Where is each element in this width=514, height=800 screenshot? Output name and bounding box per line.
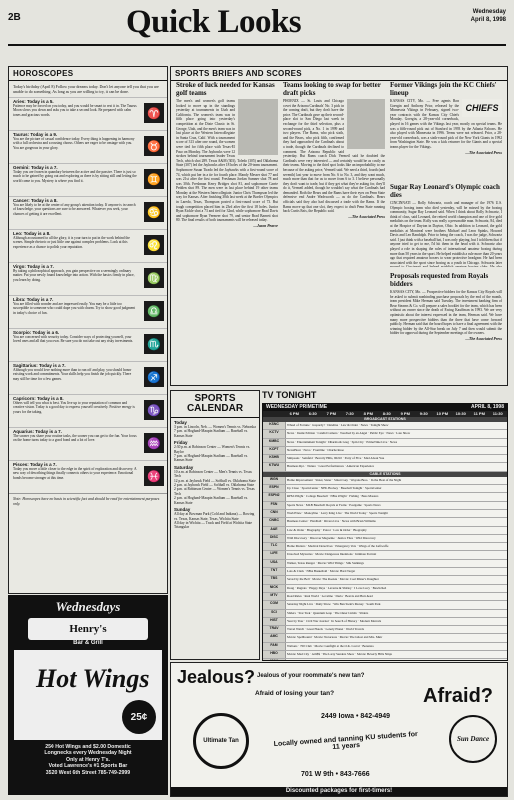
tanning-ad-tagline: Afraid of losing your tan? [255, 690, 335, 697]
calendar-event: 3 p.m. in Lincoln, Neb. — Women's Tennis vs. Nebraska [174, 425, 256, 429]
sign-name: Aries: Today is a 5. [13, 99, 54, 104]
tv-row [263, 510, 507, 518]
brief-draft [283, 81, 385, 381]
sign-name: Leo: Today is a 8. [13, 231, 51, 236]
calendar-event: 2 p.m. at Hoglund-Maupin Stadium — Baseball vs. Kansas State [174, 496, 249, 505]
tv-programs: Road Rules · Real World · Loveline · Daria · Beavis and Butt-head [285, 593, 507, 600]
tv-row [263, 422, 507, 430]
tv-row [263, 634, 507, 642]
tv-programs: Year by Year · Civil War Journal · In Search of History · Modern Marvels [285, 618, 507, 625]
sign-name: Cancer: Today is a 8. [13, 198, 58, 203]
brief-credit: —The Associated Press [465, 336, 502, 341]
sign-text: You are filled with wonder and are impressed easily. You may be a little too susceptible to someone who could dupe you with charm. Try to show good judgment in today's choice of fun. [13, 302, 136, 315]
calendar-event: All day in Wichita — Track and Field at Wichita State Triangular [174, 520, 253, 530]
sign-text: By taking a philosophical approach, you gain perspective on a seemingly ordinary matter. Put your newly found knowledge into action. With the basics firmly in place, you learn by doing. [13, 269, 135, 282]
brief-headline: Stroke of luck needed for Kansas golf teams [176, 81, 275, 97]
tv-row [263, 455, 507, 463]
tv-time: 7:30 [345, 411, 354, 416]
gemini-icon: ♊ [144, 169, 164, 189]
calendar-day: Saturday [174, 464, 194, 470]
tv-row [263, 610, 507, 618]
calendar-days [171, 420, 259, 530]
tv-channel: ESPN2 [263, 493, 285, 500]
player-photo [347, 99, 385, 149]
brief-body: KANSAS CITY, Mo. — Prospective bidders for the Kansas City Royals will be asked to submit nonbinding purchase proposals by the end of the month, team president Mike Herman said Tuesday. The investment banking firm of Bear Stearns & Co. will prepare a sales booklet for the team, which has been without an owner since the death of Ewing Kauffman in 1993. We are very optimistic about the interest expressed in the team, Herman said. We have many more prospective bidders than the three that have come forward publicly. Herman said that the board hopes to have a final agreement with the winning bidder by the All-Star break on July 7 and then would submit the bidder for approval during the September meetings of the owners. [390, 290, 502, 336]
sign-name: Taurus: Today is a 9. [13, 132, 58, 137]
tv-grid [262, 403, 508, 661]
tv-time: 7 PM [326, 411, 336, 416]
henrys-ad [8, 595, 168, 795]
horoscope-sign [9, 328, 167, 361]
brief-credit: —Jason Pearce [253, 224, 278, 229]
henrys-ad-headline: Wednesdays [55, 599, 121, 614]
brief-chiefs [390, 81, 502, 181]
hot-wings-art [14, 650, 162, 740]
calendar-event: 2 p.m. at Robinson Center — Women's Tennis vs. Texas Tech [174, 487, 255, 496]
hot-wings-text: Hot Wings [36, 664, 150, 693]
tv-row [263, 626, 507, 634]
tv-channel: KSNC [263, 422, 285, 429]
tv-row [263, 477, 507, 485]
horoscopes-note: Note: Horoscopes have no basis in scientific fact and should be read for entertainment purposes only. [9, 493, 167, 509]
henrys-sub: Bar & Grill [73, 640, 103, 646]
tanning-discount: Discounted packages for first-timers! [171, 787, 507, 796]
sign-text: Patience may be forced on you today, and you would be smart to rest it in. The Taurus Moon slows you down and asks you to take a second look. Be prepared with calm tones and gracious words. [13, 104, 137, 117]
tv-programs: Waltons · 700 Club · Movie: Gunfight at the O.K. Corral · Bonanza [285, 643, 507, 650]
tv-listings [263, 422, 507, 661]
sports-calendar [170, 390, 260, 660]
tv-programs: Wheel of Fortune · Jeopardy! · Dateline · Law & Order · News · Tonight Show [285, 422, 507, 429]
tanning-address: 2449 Iowa • 842-4949 [321, 713, 390, 720]
horoscopes-box [8, 66, 168, 594]
price-badge: 25¢ [122, 700, 156, 734]
brief-headline: Proposals requested from Royals bidders [390, 272, 489, 288]
brief-body: PHOENIX — St. Louis and Chicago covet the Arizona Cardinals' No. 3 pick in the coming draft, but they don't have the price. The Cardinals gave up their second-place slot to San Diego last week in exchange for the third selection, plus a second-round pick, a No. 1 in 1999 and two players. The Rams, who pick sixth, and the Bears, who pick fifth, confirmed they had approached the Cardinals about a trade, though the Cardinals declined to comment. The Arizona Republic said yesterday. But Rams coach Dick Vermeil said he doubted the Cardinals were very interested — and certainly would be as costly as their teams. Moving to the third spot looks like an improbability to me because of the asking price, Vermeil said. We need a third, fourth (and seventh) last year to move from No. 6 to No. 3, and they want much, much more than that for us to move from 6 to 3. I believe personally they don't want to trade, but if they get what they're asking for, they'll do it, Vermeil added, though he wouldn't say what the Cardinals had demanded. Both the Bears and the Rams have their eyes on Penn State defensive end Andre Wadsworth — as do the Cardinals. Bears officials said they also had discussed a trade with the Rams. If the Rams move up that one slot, they expect to draft Penn State running back Curtis Enis, the Republic said. [283, 99, 385, 214]
tanning-ad-headline: Jealous? [177, 667, 256, 687]
sign-text: You are the picture of casual confidence today. Every thing is happening in harmony with a full orchestra and a rousing chorus. Others are eager to be onstage with you. You are gorgeous in your glory. [13, 137, 135, 150]
tv-channel: MTV [263, 593, 285, 600]
tv-row [263, 535, 507, 543]
tv-row [263, 560, 507, 568]
tv-programs: Walker, Texas Ranger · Movie: Wild Things · Silk Stalkings [285, 560, 507, 567]
tv-channel: USA [263, 560, 285, 567]
page-number: 2B [8, 12, 21, 23]
horoscope-sign [9, 262, 167, 295]
horoscope-sign [9, 460, 167, 493]
tv-time: 10:30 [455, 411, 466, 416]
sign-name: Libra: Today is a 7. [13, 297, 54, 302]
tanning-ad-afraid: Afraid? [423, 685, 493, 707]
tv-row [263, 659, 507, 661]
sports-briefs-heading: SPORTS BRIEFS AND SCORES [171, 67, 507, 81]
tv-row [263, 527, 507, 535]
tv-channel: FSN [263, 502, 285, 509]
sign-name: Scorpio: Today is a 6. [13, 330, 60, 335]
sign-text: Although you would love nothing more than to run off and play, you should honor existing work and commitments. Your skills help you finish the job quickly. There may still be time for a few games. [13, 368, 132, 381]
sign-name: Virgo: Today is a 7. [13, 264, 54, 269]
horoscope-list [9, 97, 167, 493]
sagittarius-icon: ♐ [144, 367, 164, 387]
sign-name: Pisces: Today is a 7. [13, 462, 57, 467]
pisces-icon: ♓ [144, 466, 164, 486]
tanning-ad-subhead: Jealous of your roommate's new tan? [257, 673, 365, 679]
taurus-icon: ♉ [144, 136, 164, 156]
golfer-photo [238, 99, 278, 155]
horoscope-sign [9, 196, 167, 229]
tv-row [263, 463, 507, 471]
tv-cable-band: CABLE STATIONS [263, 472, 507, 477]
sign-text: The sooner you share your routine tasks, the sooner you can get to the fun. Your focus on the home turns today to a good bond and a lot of love. [13, 434, 137, 443]
tv-programs: Simpsons · Seinfeld · Beverly Hills, 90210 · Party of Five · Mad About You [285, 455, 507, 462]
calendar-day: Friday [174, 440, 188, 446]
tv-channel: DISC [263, 535, 285, 542]
tv-time: 11 PM [473, 411, 485, 416]
tv-channel: NICK [263, 585, 285, 592]
brief-body: The men's and women's golf teams looked to move up in the standings yesterday at tournaments in Utah and California. The women's team was in fifth place going into yesterday's competition at the Dixie Classic in St. George, Utah, and the men's team was in last place at the Western Intercollegiate in Santa Cruz, Calif. With a tournament score of 313 after one round, the women were tied for fifth place with Texas-El Paso on Monday. The Jayhawks were 12 strokes behind tournament leader Texas Tech, which shot 289. Texas A&M (303), Toledo (305) and Oklahoma State (307) led the Jayhawks after 18 holes of the 20-team tournament. Sophomore Susan Tirado led the Jayhawks with a first-round score of 74, which put her in a tie for fourth place. Mandy Messer shot 77 and was 21st after the first round. Freshman Jordan Sumner shot 78 and was 30th. Freshman Kerry Bridges shot 81, and sophomore Carrie Pedden shot 89. The men were in last place behind 19 other teams Monday at the Western Intercollegiate. Junior Chris Thompson led the way for Kansas. After finishing 30th last week at the Border Olympics in Laredo, Texas, Thompson posted a first-round score of 73. But tough competition placed him in 23rd after the first 18 holes. Junior Ryan Eickle shot a 73 and tied for 32nd, while sophomore Brad Davis and sophomore Ryan Vermeer shot 79, and senior Brad Barnett shot 80. The final results of both tournaments will be released today. [176, 99, 278, 223]
horoscope-sign [9, 130, 167, 163]
sports-briefs-box [170, 66, 508, 386]
tv-row [263, 551, 507, 559]
tv-channel: CNBC [263, 518, 285, 525]
tv-row [263, 543, 507, 551]
tv-programs: News · Inside Edition · Candid Camera · Touched by an Angel · Public Eye · News · Late Show [285, 430, 507, 437]
calendar-event: 10 a.m. at Robinson Center — Men's Tennis vs. Texas Tech [174, 469, 252, 479]
horoscope-sign [9, 163, 167, 196]
tv-programs: Saturday Night Live · Daily Show · Win Ben Stein's Money · South Park [285, 601, 507, 608]
tv-programs: Unsolved Mysteries · Movie: Dangerous Intentions · Intimate Portrait [285, 551, 507, 558]
brief-leonard [390, 183, 502, 267]
tv-channel: KCPT [263, 447, 285, 454]
horoscope-sign [9, 394, 167, 427]
tv-row [263, 485, 507, 493]
calendar-day: Sunday [174, 507, 191, 513]
tv-programs: WorldView · Moneyline · Larry King Live · The World Today · Sports Tonight [285, 510, 507, 517]
tv-grid-title: WEDNESDAY PRIMETIME APRIL 8, 1998 [263, 404, 507, 411]
scorpio-icon: ♏ [144, 334, 164, 354]
tv-time: 6:30 [308, 411, 317, 416]
tv-row [263, 447, 507, 455]
tv-channel: HBO [263, 651, 285, 658]
tv-channel: TLC [263, 543, 285, 550]
tv-programs: Home Matters · Medical Detectives · Emergency Vets · Wings of the Luftwaffe [285, 543, 507, 550]
tv-channel: LIFE [263, 551, 285, 558]
calendar-event: 2:30 p.m. at Robinson Center — Women's Tennis vs. Baylor [174, 445, 251, 454]
brief-credit: —The Associated Press [348, 214, 385, 219]
tv-channel: HIST [263, 618, 285, 625]
tv-programs: Sliders · Star Trek · Quantum Leap · The Outer Limits · Sliders [285, 610, 507, 617]
tv-programs: Law & Order · Biography · Poirot · Law & Order · Biography [285, 527, 507, 534]
tv-row [263, 493, 507, 501]
sign-text: You are likely to be at the center of any group's attention today. If anyone is in search of knowledge, your questions are sure to be answered. Whatever you seek, your chances of getting it are excellent. [13, 203, 136, 216]
calendar-day: Today [174, 420, 187, 425]
tv-channel: ESPN [263, 485, 285, 492]
cancer-icon: ♋ [144, 202, 164, 222]
sign-text: Today you move a little closer to the edge in the spirit of exploration and discovery. A new way of describing things finally connects others to your experience. Emotional bonds become stronger at this time. [13, 467, 137, 480]
brief-body: CINCINNATI — Rolly Schwartz, coach and manager of the 1976 U.S. Olympic boxing team who died yesterday, will be missed by the boxing community, Sugar Ray Leonard said. When I think about Rolly Schwartz, I think of class, said Leonard, the retired world champion and one of five gold medalists on the team. Rolly was really a personable man. Schwartz, 84, died at the Hospice of Dayton in Dayton, Ohio. In addition to Leonard, the gold medalists at Montreal were brothers Michael and Leon Spinks, Howard Davis and Leo Randolph. Prior to being the coach, I was the judge, Schwartz said. I just think with a baseball bat, I was only playing, but I told them that if anyone tried to get to me, I'd hit them in the head with it. Schwartz also played a role in shaping the rules of international amateur boxing during more than 50 years in the sport. He helped establish a rule more than 20 years ago that required amateur boxers to wear protective headgear. He had been associated with the sport since boxing as a youth in Chicago. Schwartz later [390, 201, 502, 265]
tv-row [263, 502, 507, 510]
tv-programs: Movie: Spellbound · Movie: Notorious · Movie: The Ghost and Mrs. Muir [285, 634, 507, 641]
tv-row [263, 585, 507, 593]
calendar-event: 2 p.m. at Jayhawk Field — Softball vs. Oklahoma State [174, 483, 255, 488]
tv-row [263, 643, 507, 651]
tv-channel [263, 659, 285, 661]
tv-programs: Business Rpt. · Nature · Great Performances · American Experience [285, 463, 507, 470]
tv-channel: TRAV [263, 626, 285, 633]
tv-time: 9 PM [400, 411, 410, 416]
tv-channel: TNT [263, 568, 285, 575]
tv-programs: Wild Discovery · Discover Magazine · Justice Files · Wild Discovery [285, 535, 507, 542]
section-title: Quick Looks [126, 4, 302, 40]
libra-icon: ♎ [144, 301, 164, 321]
tv-programs: Saved by the Bell · Movie: The Rookie · Movie: Coal Miner's Daughter [285, 576, 507, 583]
tv-channel: COM [263, 601, 285, 608]
tv-programs: Travel Watch · Great Hotels · Lonely Planet · World Travels [285, 626, 507, 633]
tv-channel: KSHB [263, 455, 285, 462]
tv-programs: Doug · Rugrats · Happy Days · Laverne & Shirley · I Love Lucy · Bewitched [285, 585, 507, 592]
tv-programs: Movie: Mad City · Arli$$ · The Larry Sanders Show · Movie: Beverly Hills Ninja [285, 651, 507, 658]
tv-programs [285, 659, 507, 661]
issue-date: Wednesday April 8, 1998 [470, 9, 506, 23]
tv-time: 9:30 [419, 411, 428, 416]
horoscope-sign [9, 229, 167, 262]
tv-row [263, 601, 507, 609]
leo-icon: ♌ [144, 235, 164, 255]
henrys-logo: Henry's [28, 618, 148, 640]
brief-headline: Sugar Ray Leonard's Olympic coach dies [390, 183, 500, 199]
tv-channel: AMC [263, 634, 285, 641]
virgo-icon: ♍ [144, 268, 164, 288]
tv-channel: A&E [263, 527, 285, 534]
tv-heading: TV TONIGHT [262, 390, 317, 400]
brief-golf [176, 81, 278, 351]
tv-time: 6 PM [289, 411, 299, 416]
tanning-owned: Locally owned and tanning KU students for 11 years [273, 730, 418, 751]
aquarius-icon: ♒ [144, 433, 164, 453]
tv-time: 10 PM [436, 411, 449, 416]
tv-row [263, 439, 507, 447]
tv-row [263, 651, 507, 659]
horoscope-sign [9, 427, 167, 460]
tv-row [263, 518, 507, 526]
page-header [8, 6, 506, 46]
horoscopes-intro: Today's birthday (April 8) Follow your dreams today. Don't let anyone tell you that you are unable to do something. As long as you are willing to try, it can be done. [13, 84, 159, 94]
tv-programs: Business Center · Hardball · Rivera Live · News with Brian Williams [285, 518, 507, 525]
sign-name: Capricorn: Today is a 8. [13, 396, 64, 401]
tv-row [263, 593, 507, 601]
capricorn-icon: ♑ [144, 400, 164, 420]
tv-channel: CNN [263, 510, 285, 517]
tv-row [263, 618, 507, 626]
tv-row [263, 576, 507, 584]
ultimate-tan-logo: Ultimate Tan [193, 713, 249, 769]
tv-programs: NewsHour · Nova · Frontline · Charlie Rose [285, 447, 507, 454]
tv-channel: KTWU [263, 463, 285, 470]
sign-text: You are concerned with security today. Consider ways of protecting yourself, your loved ones and all that you own. Be sure you do not take out any risky investments. [13, 335, 134, 344]
calendar-event: 12 p.m. at Jayhawk Field — Softball vs. Oklahoma State [174, 478, 256, 483]
calendar-event: 7 p.m. at Hoglund-Maupin Stadium — Baseball vs. Kansas State [174, 429, 249, 438]
brief-headline: Former Vikings join the KC Chiefs' lineup [390, 81, 497, 97]
tv-programs: Home Improvement · Sister, Sister · Smart Guy · Wayans Bros. · In the Heat of the Night [285, 477, 507, 484]
horoscopes-heading: HOROSCOPES [9, 67, 167, 81]
tanning-phone: 701 W 9th • 843-7666 [301, 771, 370, 778]
sun-dance-logo: Sun Dance [449, 715, 497, 763]
brief-credit: —The Associated Press [465, 150, 502, 155]
tv-channel: WGN [263, 477, 285, 484]
henrys-copy: 25¢ Hot Wings and $2.00 Domestic Longnecks every Wednesday Night Only at Henry T's. Voted Lawrence's #1 Sports Bar 3520 West 6th Street 785-749-2999 [44, 744, 132, 776]
tv-time: 8:30 [382, 411, 391, 416]
sign-name: Aquarius: Today is a 7. [13, 429, 62, 434]
tv-programs: RPM 2Night · College Baseball · NBA 2Night · Fishing · Bass Masters [285, 493, 507, 500]
tv-channel: FAM [263, 643, 285, 650]
tv-channel: SCI [263, 610, 285, 617]
calendar-heading: SPORTS CALENDAR [171, 391, 259, 418]
sign-text: Today you are frozen in quandary between the active and the passive. There is just so much to be gained by going out and exploring as there is by sitting still and letting the world come to you. Mystery is where you find it. [13, 170, 137, 183]
horoscope-sign [9, 97, 167, 130]
tv-programs: News · Entertainment Tonight · Dharma & Greg · Spin City · PrimeTime Live · News [285, 439, 507, 446]
tv-channel: KMBC [263, 439, 285, 446]
tv-programs: Sports News · MLB Baseball: Royals at Twins · Postgame · Sports News [285, 502, 507, 509]
tv-time: 11:30 [492, 411, 503, 416]
brief-body: KANSAS CITY, Mo. — Free agents Ron Goergin and Anthony Prior, released by the Minnesota Vikings in February, signed two-year contracts with the Kansas City Chiefs Monday. Goergin, a 28-year-old cornerback, played in 16 games with the Vikings last year, mostly on special teams. He was a fifth-round pick out of Stanford in 1993 by the Atlanta Falcons. He also played with Minnesota in 1996. Terms were not released. Prior, a 28-year-old cornerback, was a sixth-round pick of the New York Giants in 1992 from Washington State. He was a kick returner for the Giants and a special teams player for the Vikings. [390, 99, 502, 149]
aries-icon: ♈ [144, 103, 164, 123]
tanning-ad [170, 662, 508, 797]
brief-royals [390, 272, 502, 380]
calendar-event: 7 p.m. at Hoglund-Maupin Stadium — Baseball vs. Kansas State [174, 454, 249, 463]
sign-text: Others will tell you what is best. You live up to your reputation of common and creative vision. Today is a good day to express yourself creatively. Positive energy is yours for the taking. [13, 401, 135, 414]
sign-name: Sagittarius: Today is a 7. [13, 363, 66, 368]
chiefs-logo: CHIEFS [462, 99, 502, 117]
tv-broadcast-band: BROADCAST STATIONS [263, 417, 507, 422]
tv-channel: TBS [263, 576, 285, 583]
tv-row [263, 430, 507, 438]
calendar-event: All day at Bowman Park (Cold and Indiana) — Rowing vs. Texas, Kansas State, Texas, Wichita State [174, 512, 255, 521]
sign-name: Gemini: Today is a 7. [13, 165, 58, 170]
tv-programs: Lois & Clark · NBA Basketball · Movie: Hard Target [285, 568, 507, 575]
tv-row [263, 568, 507, 576]
tv-programs: Up Close · SportsCenter · NHL Hockey · Baseball Tonight · SportsCenter [285, 485, 507, 492]
header-rule [8, 44, 506, 46]
horoscope-sign [9, 361, 167, 394]
tv-channel: KCTV [263, 430, 285, 437]
tv-time: 8 PM [363, 411, 373, 416]
horoscope-sign [9, 295, 167, 328]
brief-headline: Teams looking to swap for better draft picks [283, 81, 381, 97]
sign-text: Although accustomed to all the glory, it is your turn to put in the work behind the scenes. Simple rhetoric or just little one against complex problems. Look at this experience as a chance to polish your reputation. [13, 236, 130, 249]
